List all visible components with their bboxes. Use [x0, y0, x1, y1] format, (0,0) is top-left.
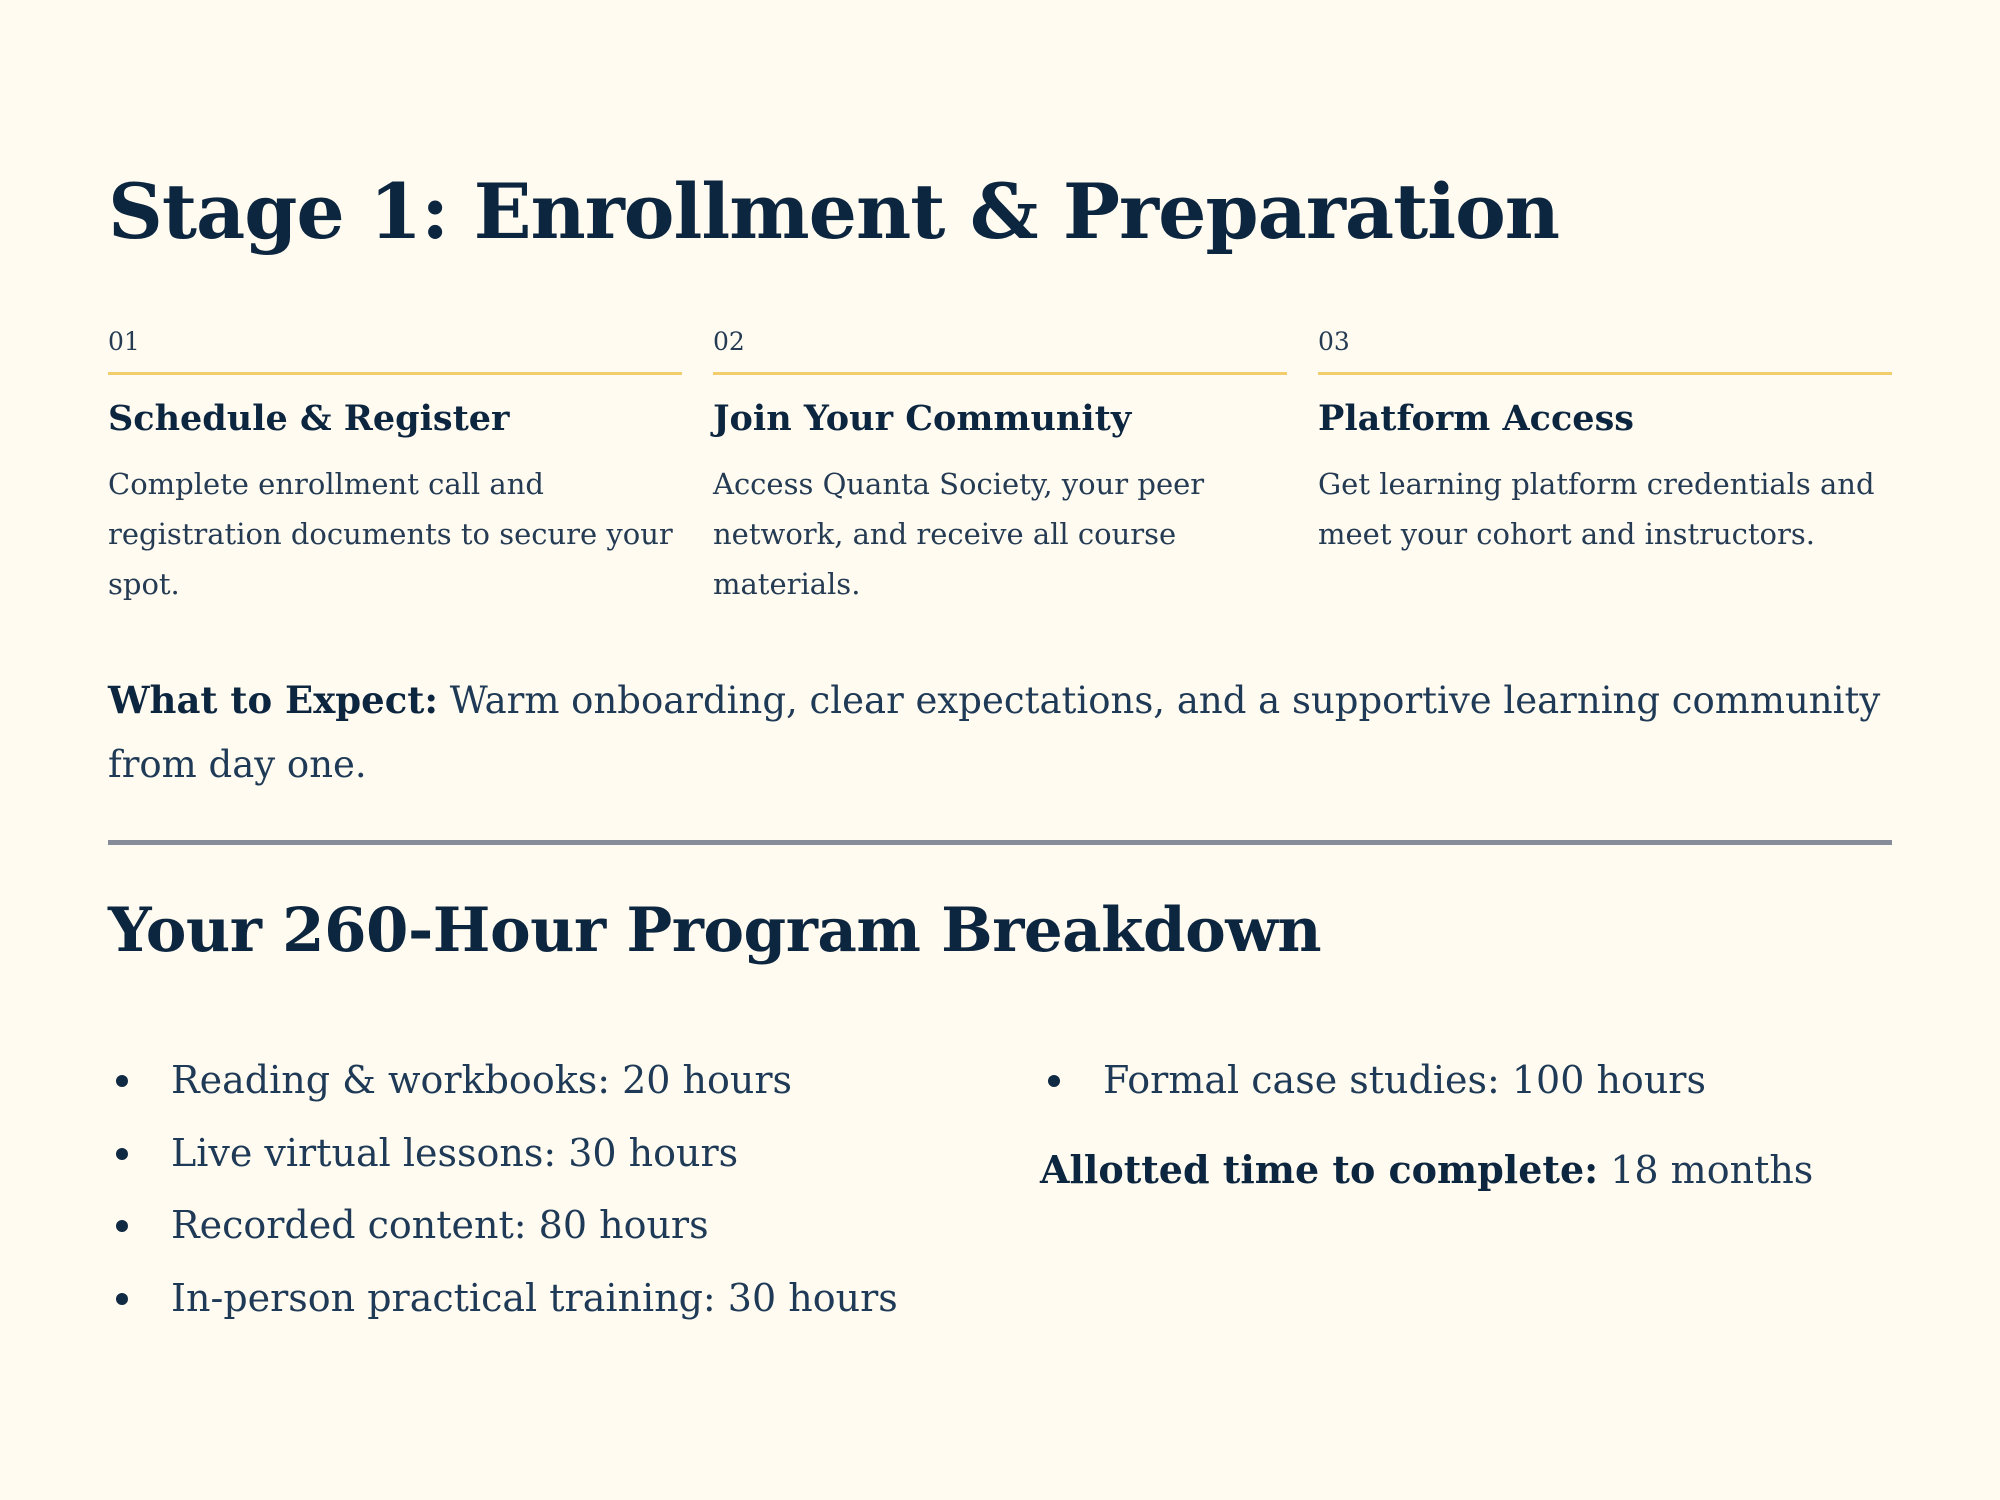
- step-description: Get learning platform credentials and meet your cohort and instructors.: [1318, 467, 1875, 551]
- bullet-icon: [116, 1148, 128, 1160]
- step-title: Join Your Community: [713, 398, 1132, 439]
- step-title: Platform Access: [1318, 398, 1634, 439]
- bullet-icon: [116, 1075, 128, 1087]
- what-to-expect: [108, 668, 1892, 797]
- step-2: [713, 322, 1287, 609]
- step-title: Schedule & Register: [108, 398, 510, 439]
- steps-row: [108, 322, 1892, 609]
- section-divider: [108, 840, 1892, 845]
- step-3: [1318, 322, 1892, 609]
- allotted-time-label: Allotted time to complete:: [1040, 1147, 1599, 1192]
- breakdown-title: Your 260-Hour Program Breakdown: [108, 895, 1322, 966]
- allotted-time: [1040, 1134, 1813, 1206]
- step-accent-rule: [1318, 372, 1892, 375]
- step-number: 01: [108, 327, 140, 356]
- step-1: [108, 322, 682, 609]
- step-description: Complete enrollment call and registration documents to secure your spot.: [108, 467, 673, 601]
- list-item-text: Formal case studies: 100 hours: [1103, 1058, 1706, 1102]
- list-item: [108, 1044, 898, 1117]
- hours-list-right: [1040, 1044, 1706, 1117]
- bullet-icon: [116, 1220, 128, 1232]
- list-item-text: Recorded content: 80 hours: [171, 1203, 709, 1247]
- step-accent-rule: [108, 372, 682, 375]
- list-item-text: Reading & workbooks: 20 hours: [171, 1058, 793, 1102]
- list-item-text: Live virtual lessons: 30 hours: [171, 1130, 739, 1175]
- what-to-expect-text: Warm onboarding, clear expectations, and a supportive learning community from day one.: [108, 679, 1881, 786]
- list-item: [108, 1117, 898, 1190]
- step-accent-rule: [713, 372, 1287, 375]
- list-item: [1040, 1044, 1706, 1117]
- list-item: [108, 1262, 898, 1335]
- step-number: 03: [1318, 327, 1350, 356]
- bullet-icon: [1048, 1075, 1060, 1087]
- what-to-expect-label: What to Expect:: [108, 678, 439, 722]
- step-number: 02: [713, 327, 745, 356]
- stage-title: Stage 1: Enrollment & Preparation: [108, 167, 1560, 256]
- allotted-time-value: 18 months: [1598, 1148, 1814, 1192]
- hours-list-left: [108, 1044, 898, 1334]
- step-description: Access Quanta Society, your peer network, and receive all course materials.: [713, 467, 1205, 601]
- bullet-icon: [116, 1293, 128, 1305]
- list-item: [108, 1189, 898, 1262]
- list-item-text: In-person practical training: 30 hours: [171, 1275, 898, 1320]
